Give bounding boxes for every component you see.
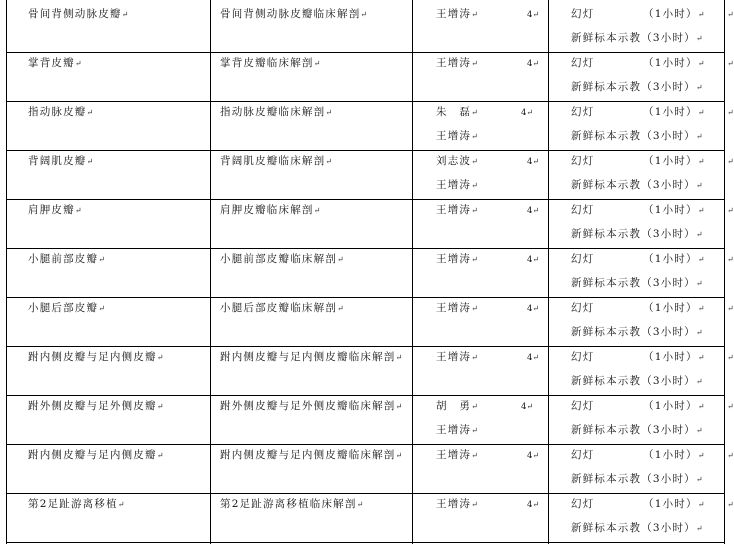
paragraph-mark: ↵ (471, 255, 478, 264)
paragraph-mark: ↵ (532, 500, 540, 509)
teacher-name: 胡 勇 (436, 400, 472, 412)
specimen-cell (571, 178, 703, 193)
slide-hours (643, 448, 704, 463)
paragraph-mark: ↵ (695, 524, 703, 533)
hours-value: 4 (527, 304, 533, 314)
paragraph-mark: ↵ (471, 181, 478, 190)
flap-name: 小腿后部皮瓣 (28, 302, 99, 314)
paragraph-mark: ↵ (532, 157, 540, 166)
paragraph-mark: ↵ (360, 10, 368, 19)
specimen-cell (571, 227, 703, 242)
topic-text: 指动脉皮瓣临床解剖 (220, 106, 326, 118)
slide-label: 幻灯 (571, 400, 595, 412)
slide-label: 幻灯 (571, 498, 595, 510)
paragraph-mark: ↵ (697, 59, 705, 68)
paragraph-mark: ↵ (117, 500, 125, 509)
hours-cell (521, 400, 533, 414)
topic-text: 第2足趾游离移植临床解剖 (220, 498, 357, 510)
paragraph-mark: ↵ (156, 402, 164, 411)
teacher-name: 王增涛 (436, 57, 472, 69)
row-end-mark: ↵ (727, 451, 734, 460)
paragraph-mark: ↵ (313, 59, 321, 68)
specimen-text: 新鲜标本示教（3小时） (571, 228, 696, 240)
slide-hours-text: （1小时） (643, 253, 698, 265)
specimen-text: 新鲜标本示教（3小时） (571, 522, 696, 534)
flap-name-cell (28, 154, 93, 169)
paragraph-mark: ↵ (526, 108, 534, 117)
specimen-cell (571, 423, 703, 438)
flap-name: 跗内侧皮瓣与足内侧皮瓣 (28, 449, 157, 461)
hours-value: 4 (527, 353, 533, 363)
teacher-cell (436, 56, 478, 71)
paragraph-mark: ↵ (532, 255, 540, 264)
row-border (6, 150, 724, 151)
paragraph-mark: ↵ (532, 59, 540, 68)
slide-hours-text: （1小时） (643, 106, 698, 118)
hours-cell (527, 302, 539, 316)
paragraph-mark: ↵ (337, 255, 344, 264)
column-border (412, 0, 413, 544)
flap-name-cell (28, 105, 93, 120)
paragraph-mark: ↵ (471, 132, 478, 141)
slide-label: 幻灯 (571, 106, 595, 118)
specimen-text: 新鲜标本示教（3小时） (571, 326, 696, 338)
hours-value: 4 (527, 500, 533, 510)
teacher-name: 王增涛 (436, 8, 472, 20)
paragraph-mark: ↵ (98, 304, 105, 313)
teacher-cell (436, 350, 478, 365)
row-end-mark: ↵ (727, 353, 734, 362)
paragraph-mark: ↵ (695, 328, 703, 337)
specimen-text: 新鲜标本示教（3小时） (571, 179, 696, 191)
teacher-name: 王增涛 (436, 351, 472, 363)
paragraph-mark: ↵ (74, 59, 82, 68)
flap-name-cell (28, 56, 82, 71)
paragraph-mark: ↵ (471, 157, 478, 166)
flap-name-cell (28, 301, 105, 316)
slide-hours (643, 105, 704, 120)
row-end-mark: ↵ (727, 402, 734, 411)
topic-cell (220, 7, 367, 22)
slide-hours-text: （1小时） (643, 8, 698, 20)
specimen-cell (571, 80, 703, 95)
topic-text: 跗内侧皮瓣与足内侧皮瓣临床解剖 (220, 351, 396, 363)
slide-hours (643, 203, 704, 218)
topic-cell (220, 350, 402, 365)
specimen-text: 新鲜标本示教（3小时） (571, 130, 696, 142)
row-border (6, 395, 724, 396)
teacher-cell (436, 448, 478, 463)
row-end-mark: ↵ (727, 59, 734, 68)
paragraph-mark: ↵ (86, 157, 94, 166)
paragraph-mark: ↵ (313, 206, 321, 215)
hours-value: 4 (527, 10, 533, 20)
flap-name-cell (28, 350, 163, 365)
flap-name-cell (28, 252, 105, 267)
column-border (210, 0, 211, 544)
paragraph-mark: ↵ (74, 206, 82, 215)
specimen-cell (571, 325, 703, 340)
flap-name: 第2足趾游离移植 (28, 498, 118, 510)
paragraph-mark: ↵ (695, 426, 703, 435)
paragraph-mark: ↵ (325, 157, 333, 166)
paragraph-mark: ↵ (532, 451, 540, 460)
teacher-cell (436, 7, 478, 22)
specimen-cell (571, 276, 703, 291)
slide-label: 幻灯 (571, 8, 595, 20)
flap-name: 小腿前部皮瓣 (28, 253, 99, 265)
slide-hours (643, 350, 704, 365)
hours-cell (527, 253, 539, 267)
slide-label: 幻灯 (571, 204, 595, 216)
paragraph-mark: ↵ (98, 255, 105, 264)
row-end-mark: ↵ (727, 304, 734, 313)
slide-hours-text: （1小时） (643, 400, 698, 412)
specimen-text: 新鲜标本示教（3小时） (571, 32, 696, 44)
topic-text: 肩胛皮瓣临床解剖 (220, 204, 314, 216)
paragraph-mark: ↵ (532, 304, 540, 313)
paragraph-mark: ↵ (695, 132, 703, 141)
paragraph-mark: ↵ (471, 59, 478, 68)
paragraph-mark: ↵ (697, 157, 705, 166)
specimen-cell (571, 472, 703, 487)
paragraph-mark: ↵ (471, 10, 478, 19)
topic-cell (220, 105, 332, 120)
row-border (6, 493, 724, 494)
row-border (6, 542, 724, 543)
paragraph-mark: ↵ (697, 451, 705, 460)
slide-hours-text: （1小时） (643, 57, 698, 69)
hours-cell (527, 204, 539, 218)
slide-label: 幻灯 (571, 351, 595, 363)
topic-cell (220, 497, 363, 512)
paragraph-mark: ↵ (471, 426, 478, 435)
slide-hours-text: （1小时） (643, 302, 698, 314)
hours-cell (527, 351, 539, 365)
paragraph-mark: ↵ (697, 255, 705, 264)
hours-cell (527, 57, 539, 71)
topic-text: 骨间背侧动脉皮瓣临床解剖 (220, 8, 361, 20)
slide-label: 幻灯 (571, 449, 595, 461)
topic-text: 跗外侧皮瓣与足外侧皮瓣临床解剖 (220, 400, 396, 412)
row-end-mark: ↵ (727, 500, 734, 509)
paragraph-mark: ↵ (325, 108, 333, 117)
row-end-mark: ↵ (727, 206, 734, 215)
paragraph-mark: ↵ (395, 451, 403, 460)
paragraph-mark: ↵ (471, 402, 478, 411)
row-border (6, 346, 724, 347)
slide-label: 幻灯 (571, 155, 595, 167)
paragraph-mark: ↵ (156, 451, 164, 460)
paragraph-mark: ↵ (695, 377, 703, 386)
specimen-cell (571, 521, 703, 536)
slide-hours-text: （1小时） (643, 204, 698, 216)
column-border (6, 0, 7, 544)
paragraph-mark: ↵ (695, 83, 703, 92)
paragraph-mark: ↵ (532, 10, 540, 19)
paragraph-mark: ↵ (697, 353, 705, 362)
flap-name: 跗内侧皮瓣与足内侧皮瓣 (28, 351, 157, 363)
teacher-name: 王增涛 (436, 449, 472, 461)
teacher-cell (436, 399, 478, 414)
teacher-name: 王增涛 (436, 498, 472, 510)
hours-value: 4 (527, 59, 533, 69)
slide-label: 幻灯 (571, 253, 595, 265)
paragraph-mark: ↵ (471, 500, 478, 509)
paragraph-mark: ↵ (337, 304, 344, 313)
teacher-name: 王增涛 (436, 204, 472, 216)
topic-cell (220, 399, 402, 414)
specimen-text: 新鲜标本示教（3小时） (571, 277, 696, 289)
slide-hours-text: （1小时） (643, 155, 698, 167)
slide-hours (643, 56, 704, 71)
teacher-cell (436, 129, 478, 144)
teacher-cell (436, 423, 478, 438)
row-end-mark: ↵ (727, 157, 734, 166)
row-end-mark: ↵ (727, 255, 734, 264)
paragraph-mark: ↵ (356, 500, 364, 509)
hours-value: 4 (527, 157, 533, 167)
paragraph-mark: ↵ (695, 279, 703, 288)
specimen-text: 新鲜标本示教（3小时） (571, 424, 696, 436)
paragraph-mark: ↵ (697, 206, 705, 215)
paragraph-mark: ↵ (471, 206, 478, 215)
topic-text: 小腿后部皮瓣临床解剖 (220, 302, 337, 314)
slide-hours-text: （1小时） (643, 351, 698, 363)
teacher-cell (436, 178, 478, 193)
teacher-name: 王增涛 (436, 253, 472, 265)
teacher-cell (436, 252, 478, 267)
hours-value: 4 (521, 108, 527, 118)
paragraph-mark: ↵ (532, 353, 540, 362)
flap-name: 背阔肌皮瓣 (28, 155, 87, 167)
slide-label: 幻灯 (571, 57, 595, 69)
flap-name-cell (28, 448, 163, 463)
paragraph-mark: ↵ (471, 353, 478, 362)
slide-hours-text: （1小时） (643, 498, 698, 510)
row-border (6, 199, 724, 200)
paragraph-mark: ↵ (695, 34, 703, 43)
flap-name-cell (28, 7, 128, 22)
paragraph-mark: ↵ (395, 353, 403, 362)
column-border (548, 0, 549, 544)
topic-cell (220, 301, 344, 316)
flap-name: 跗外侧皮瓣与足外侧皮瓣 (28, 400, 157, 412)
topic-text: 小腿前部皮瓣临床解剖 (220, 253, 337, 265)
paragraph-mark: ↵ (471, 304, 478, 313)
slide-hours-text: （1小时） (643, 449, 698, 461)
slide-hours (643, 399, 704, 414)
paragraph-mark: ↵ (697, 108, 705, 117)
flap-name: 骨间背侧动脉皮瓣 (28, 8, 122, 20)
topic-cell (220, 448, 402, 463)
topic-cell (220, 154, 332, 169)
topic-cell (220, 203, 320, 218)
flap-name-cell (28, 497, 124, 512)
specimen-cell (571, 374, 703, 389)
teacher-cell (436, 105, 478, 120)
slide-hours (643, 252, 704, 267)
slide-hours (643, 301, 704, 316)
paragraph-mark: ↵ (697, 500, 705, 509)
slide-label: 幻灯 (571, 302, 595, 314)
topic-cell (220, 56, 320, 71)
slide-hours (643, 7, 704, 22)
topic-cell (220, 252, 344, 267)
topic-text: 掌背皮瓣临床解剖 (220, 57, 314, 69)
slide-hours (643, 154, 704, 169)
hours-cell (527, 498, 539, 512)
paragraph-mark: ↵ (697, 304, 705, 313)
row-border (6, 297, 724, 298)
hours-cell (521, 106, 533, 120)
teacher-name: 王增涛 (436, 424, 472, 436)
flap-name-cell (28, 399, 163, 414)
paragraph-mark: ↵ (697, 10, 705, 19)
teacher-name: 刘志波 (436, 155, 472, 167)
slide-hours (643, 497, 704, 512)
flap-name: 指动脉皮瓣 (28, 106, 87, 118)
row-end-mark: ↵ (727, 10, 734, 19)
topic-text: 背阔肌皮瓣临床解剖 (220, 155, 326, 167)
paragraph-mark: ↵ (695, 181, 703, 190)
teacher-name: 朱 磊 (436, 106, 472, 118)
paragraph-mark: ↵ (695, 230, 703, 239)
paragraph-mark: ↵ (695, 475, 703, 484)
teacher-name: 王增涛 (436, 302, 472, 314)
hours-value: 4 (527, 451, 533, 461)
row-border (6, 444, 724, 445)
paragraph-mark: ↵ (395, 402, 403, 411)
row-border (6, 52, 724, 53)
teacher-cell (436, 203, 478, 218)
hours-value: 4 (527, 255, 533, 265)
paragraph-mark: ↵ (526, 402, 534, 411)
specimen-cell (571, 31, 703, 46)
paragraph-mark: ↵ (156, 353, 164, 362)
paragraph-mark: ↵ (532, 206, 540, 215)
flap-name: 掌背皮瓣 (28, 57, 75, 69)
paragraph-mark: ↵ (86, 108, 94, 117)
row-border (6, 101, 724, 102)
hours-value: 4 (527, 206, 533, 216)
specimen-text: 新鲜标本示教（3小时） (571, 81, 696, 93)
hours-cell (527, 155, 539, 169)
specimen-text: 新鲜标本示教（3小时） (571, 473, 696, 485)
paragraph-mark: ↵ (697, 402, 705, 411)
teacher-cell (436, 154, 478, 169)
paragraph-mark: ↵ (121, 10, 129, 19)
hours-value: 4 (521, 402, 527, 412)
hours-cell (527, 8, 539, 22)
flap-name-cell (28, 203, 82, 218)
teacher-name: 王增涛 (436, 130, 472, 142)
column-border (724, 0, 725, 544)
flap-name: 肩胛皮瓣 (28, 204, 75, 216)
row-border (6, 248, 724, 249)
topic-text: 跗内侧皮瓣与足内侧皮瓣临床解剖 (220, 449, 396, 461)
teacher-cell (436, 301, 478, 316)
row-end-mark: ↵ (727, 108, 734, 117)
teacher-cell (436, 497, 478, 512)
specimen-text: 新鲜标本示教（3小时） (571, 375, 696, 387)
paragraph-mark: ↵ (471, 451, 478, 460)
hours-cell (527, 449, 539, 463)
teacher-name: 王增涛 (436, 179, 472, 191)
specimen-cell (571, 129, 703, 144)
paragraph-mark: ↵ (471, 108, 478, 117)
